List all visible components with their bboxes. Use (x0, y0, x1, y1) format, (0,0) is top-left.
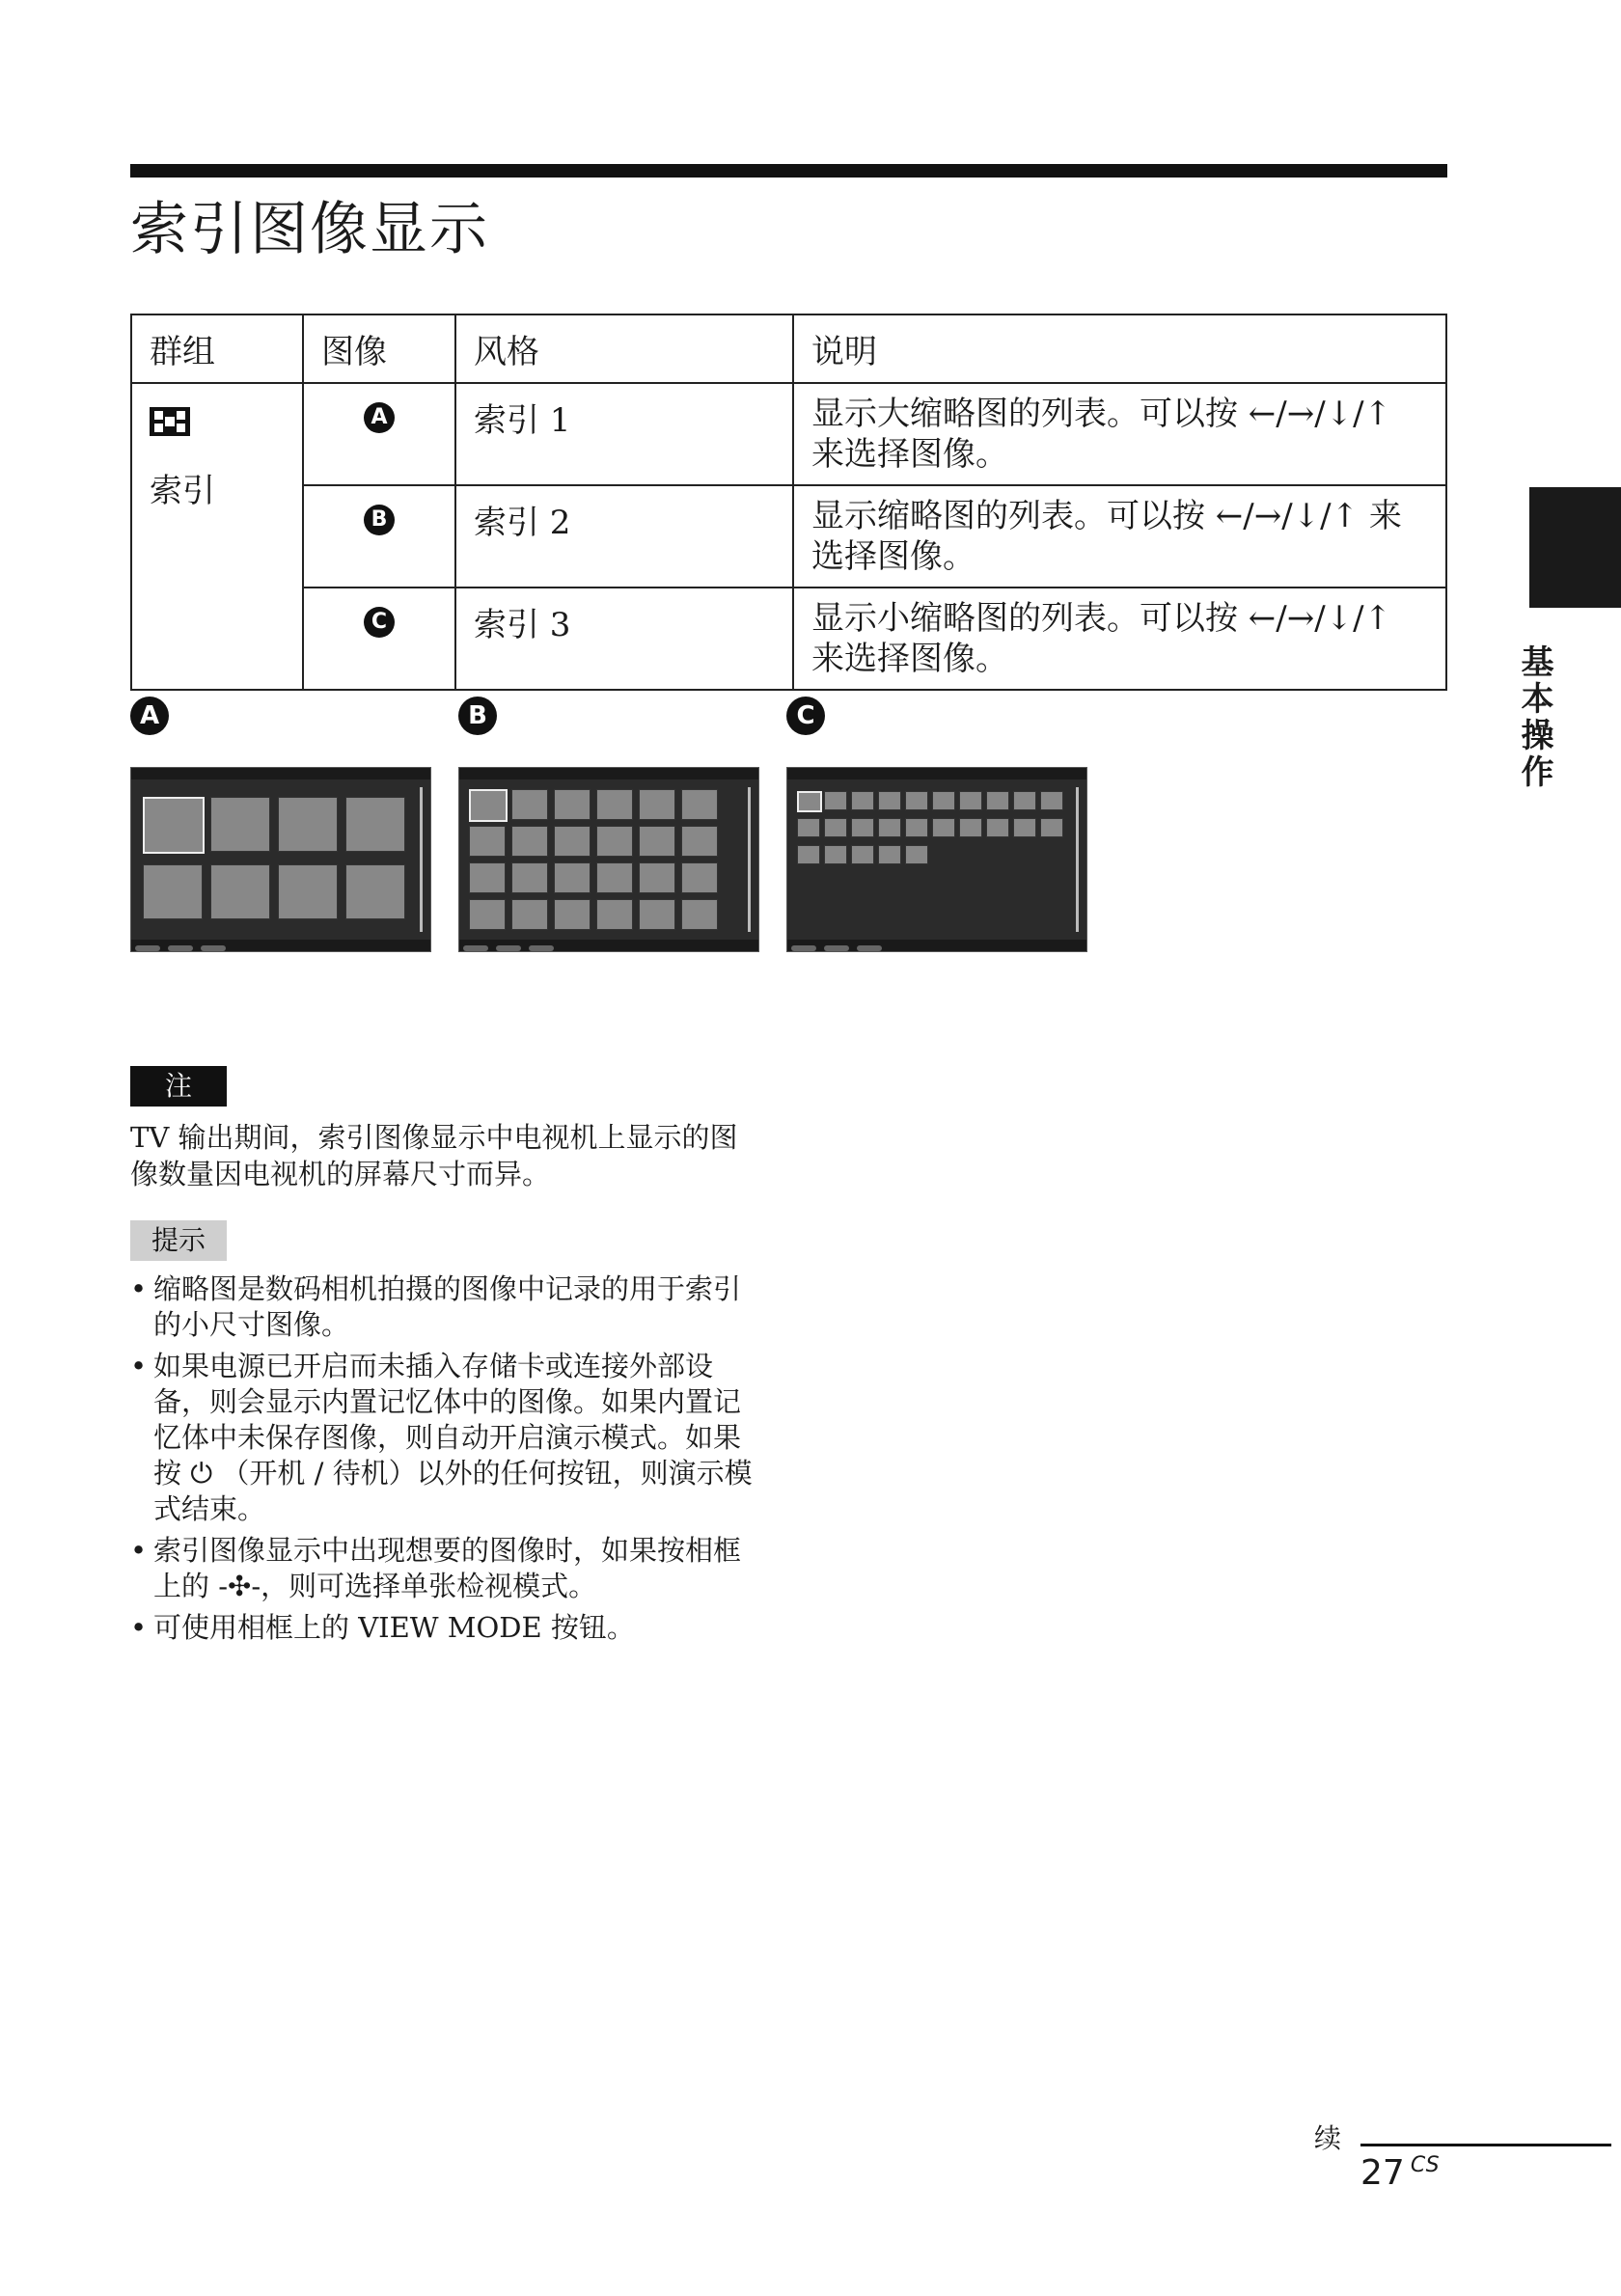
thumbnail (554, 862, 591, 893)
thumbnail (797, 818, 820, 837)
screenshot-header-bar (459, 768, 758, 779)
thumbnail (797, 845, 820, 864)
badge-c-icon: C (364, 607, 395, 638)
footer-rule (1360, 2144, 1611, 2146)
screenshot-header-bar (787, 768, 1086, 779)
thumbnail (681, 899, 718, 930)
note-label: 注 (130, 1066, 227, 1107)
thumbnail (824, 845, 847, 864)
continued-label: 续 (1314, 2122, 1342, 2154)
thumbnail (143, 864, 203, 919)
thumbnail (511, 789, 548, 820)
badge-b-icon: B (364, 505, 395, 535)
group-cell (131, 383, 303, 690)
thumbnail (210, 797, 270, 852)
thumbnail (1013, 791, 1036, 810)
thumbnail (851, 845, 874, 864)
screenshot-index-2 (458, 767, 759, 952)
thumbnail (469, 826, 506, 857)
table-row (131, 383, 1446, 485)
thumbnail (554, 899, 591, 930)
page-number (1360, 2153, 1440, 2193)
thumbnail (345, 864, 405, 919)
style-cell: 索引 1 (455, 383, 793, 485)
screenshot-scrollbar (420, 787, 423, 932)
thumbnail (345, 797, 405, 852)
thumbnail (511, 826, 548, 857)
thumbnail (278, 864, 338, 919)
thumbnail (554, 826, 591, 857)
table-row (131, 588, 1446, 690)
thumbnail (878, 818, 901, 837)
hint-label: 提示 (130, 1220, 227, 1261)
thumbnail (596, 862, 633, 893)
description-cell: 显示大缩略图的列表。可以按 ←/→/↓/↑ 来选择图像。 (793, 383, 1446, 485)
header-image: 图像 (303, 314, 455, 383)
thumbnail (681, 789, 718, 820)
thumbnail (932, 818, 955, 837)
thumbnail (210, 864, 270, 919)
note-text: TV 输出期间，索引图像显示中电视机上显示的图像数量因电视机的屏幕尺寸而异。 (130, 1121, 738, 1190)
hint-item: • 如果电源已开启而未插入存储卡或连接外部设备，则会显示内置记忆体中的图像。如果内置记忆体中未保存图像，则自动开启演示模式。如果按 ⏻ （开机 / 待机）以外的任何按钮，则演示模式结束。 (130, 1349, 757, 1527)
thumbnail (1013, 818, 1036, 837)
thumbnail (932, 791, 955, 810)
header-style: 风格 (455, 314, 793, 383)
thumbnail (596, 899, 633, 930)
screenshot-header-bar (131, 768, 430, 779)
badge-a-icon: A (364, 402, 395, 433)
index-grid-icon (150, 407, 190, 436)
thumbnail (905, 818, 928, 837)
thumbnail (469, 862, 506, 893)
description-cell: 显示缩略图的列表。可以按 ←/→/↓/↑ 来选择图像。 (793, 485, 1446, 588)
thumbnail (681, 826, 718, 857)
page-suffix: CS (1410, 2153, 1440, 2177)
index-style-table (130, 314, 1447, 691)
thumbnail (986, 818, 1009, 837)
thumbnail (959, 791, 982, 810)
thumbnail (878, 845, 901, 864)
screenshot-footer-bar (459, 940, 758, 951)
screenshot-scrollbar (1076, 787, 1079, 932)
page-number-value: 27 (1360, 2153, 1405, 2193)
header-description: 说明 (793, 314, 1446, 383)
screenshot-scrollbar (748, 787, 751, 932)
thumbnail (639, 789, 675, 820)
section-tab (1529, 487, 1621, 608)
thumbnail (511, 899, 548, 930)
thumbnail (1040, 818, 1063, 837)
image-cell (303, 383, 455, 485)
page-title: 索引图像显示 (130, 196, 489, 263)
thumbnail (639, 899, 675, 930)
thumbnail (143, 797, 205, 854)
screenshot-a-badge-icon: A (130, 697, 169, 735)
thumbnail (824, 818, 847, 837)
thumbnail (681, 862, 718, 893)
thumbnail (639, 862, 675, 893)
thumbnail (469, 789, 508, 822)
style-cell: 索引 3 (455, 588, 793, 690)
thumbnail (824, 791, 847, 810)
thumbnail (959, 818, 982, 837)
style-cell: 索引 2 (455, 485, 793, 588)
thumbnail (554, 789, 591, 820)
thumbnail (596, 789, 633, 820)
group-label: 索引 (150, 472, 215, 510)
description-cell: 显示小缩略图的列表。可以按 ←/→/↓/↑ 来选择图像。 (793, 588, 1446, 690)
thumbnail (905, 845, 928, 864)
thumbnail (851, 791, 874, 810)
thumbnail (278, 797, 338, 852)
hint-item: • 索引图像显示中出现想要的图像时，如果按相框上的 -✣-，则可选择单张检视模式。 (130, 1533, 757, 1604)
thumbnail (1040, 791, 1063, 810)
hint-item: • 缩略图是数码相机拍摄的图像中记录的用于索引的小尺寸图像。 (130, 1271, 757, 1343)
section-label: 基本操作 (1515, 644, 1553, 791)
screenshot-index-3 (786, 767, 1087, 952)
hint-list (130, 1271, 757, 1652)
header-group: 群组 (131, 314, 303, 383)
table-row (131, 485, 1446, 588)
thumbnail (878, 791, 901, 810)
title-rule (130, 164, 1447, 178)
thumbnail (905, 791, 928, 810)
thumbnail (797, 791, 822, 812)
screenshot-index-1 (130, 767, 431, 952)
screenshot-footer-bar (787, 940, 1086, 951)
thumbnail (639, 826, 675, 857)
image-cell (303, 588, 455, 690)
thumbnail (469, 899, 506, 930)
table-header-row (131, 314, 1446, 383)
thumbnail (511, 862, 548, 893)
thumbnail (851, 818, 874, 837)
thumbnail (596, 826, 633, 857)
image-cell (303, 485, 455, 588)
screenshot-b-badge-icon: B (458, 697, 497, 735)
screenshot-c-badge-icon: C (786, 697, 825, 735)
hint-item: • 可使用相框上的 VIEW MODE 按钮。 (130, 1610, 757, 1646)
screenshot-footer-bar (131, 940, 430, 951)
thumbnail (986, 791, 1009, 810)
